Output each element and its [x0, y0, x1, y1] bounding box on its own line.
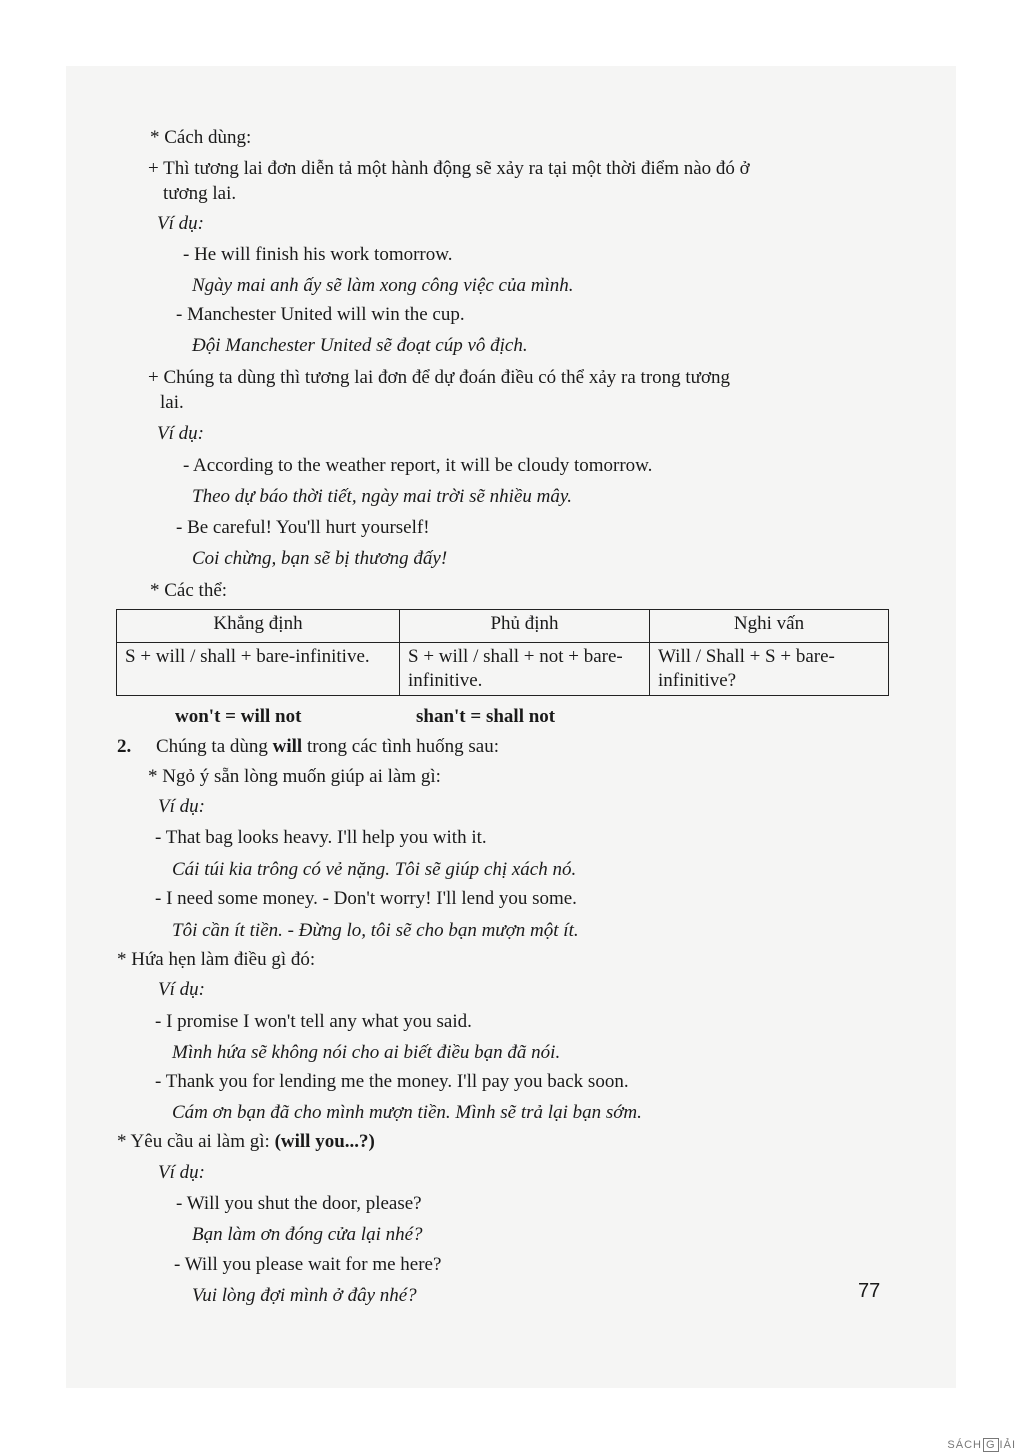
example-translation: Tôi cần ít tiền. - Đừng lo, tôi sẽ cho bạn mượn một ít. — [172, 920, 579, 941]
example-label: Ví dụ: — [158, 979, 205, 1000]
example-sentence: - I promise I won't tell any what you said. — [155, 1011, 472, 1032]
watermark-logo: SÁCH G IẢI — [947, 1439, 1016, 1451]
usage-line-1-cont: tương lai. — [163, 183, 237, 204]
table-cell-negative: S + will / shall + not + bare-infinitive. — [400, 643, 650, 696]
example-sentence: - Will you shut the door, please? — [176, 1193, 422, 1214]
example-translation: Theo dự báo thời tiết, ngày mai trời sẽ nhiều mây. — [192, 486, 572, 507]
contraction-shant: shan't = shall not — [416, 706, 556, 727]
table-cell-interrogative: Will / Shall + S + bare-infinitive? — [650, 643, 889, 696]
case-heading: * Yêu cầu ai làm gì: (will you...?) — [117, 1131, 375, 1152]
example-sentence: - I need some money. - Don't worry! I'll lend you some. — [155, 888, 577, 909]
table-header-interrogative: Nghi vấn — [650, 610, 889, 643]
example-translation: Mình hứa sẽ không nói cho ai biết điều bạn đã nói. — [172, 1042, 561, 1063]
example-translation: Ngày mai anh ấy sẽ làm xong công việc của mình. — [192, 275, 574, 296]
example-sentence: - Manchester United will win the cup. — [176, 304, 465, 325]
case-heading: * Hứa hẹn làm điều gì đó: — [117, 949, 316, 970]
example-sentence: - According to the weather report, it will be cloudy tomorrow. — [183, 455, 653, 476]
section-number: 2. — [117, 736, 132, 757]
forms-heading: * Các thể: — [150, 580, 228, 601]
page-number: 77 — [858, 1280, 881, 1302]
example-sentence: - That bag looks heavy. I'll help you with it. — [155, 827, 487, 848]
table-cell-affirmative: S + will / shall + bare-infinitive. — [117, 643, 400, 696]
example-label: Ví dụ: — [158, 1162, 205, 1183]
case-heading: * Ngỏ ý sẵn lòng muốn giúp ai làm gì: — [148, 766, 441, 787]
usage-heading: * Cách dùng: — [150, 127, 252, 148]
usage-line-2-cont: lai. — [160, 392, 184, 413]
example-label: Ví dụ: — [157, 423, 204, 444]
example-translation: Cám ơn bạn đã cho mình mượn tiền. Mình sẽ trả lại bạn sớm. — [172, 1102, 642, 1123]
example-translation: Đội Manchester United sẽ đoạt cúp vô địch. — [192, 335, 528, 356]
example-sentence: - Will you please wait for me here? — [174, 1254, 442, 1275]
example-sentence: - He will finish his work tomorrow. — [183, 244, 453, 265]
example-label: Ví dụ: — [158, 796, 205, 817]
verb-forms-table — [116, 609, 889, 696]
example-sentence: - Be careful! You'll hurt yourself! — [176, 517, 430, 538]
section-heading: Chúng ta dùng will trong các tình huống sau: — [156, 736, 500, 757]
example-translation: Vui lòng đợi mình ở đây nhé? — [192, 1285, 417, 1306]
usage-line-2: + Chúng ta dùng thì tương lai đơn để dự đoán điều có thể xảy ra trong tương — [148, 367, 731, 388]
table-header-negative: Phủ định — [400, 610, 650, 643]
example-label: Ví dụ: — [157, 213, 204, 234]
example-translation: Cái túi kia trông có vẻ nặng. Tôi sẽ giúp chị xách nó. — [172, 859, 577, 880]
example-sentence: - Thank you for lending me the money. I'll pay you back soon. — [155, 1071, 629, 1092]
example-translation: Bạn làm ơn đóng cửa lại nhé? — [192, 1224, 423, 1245]
usage-line-1: + Thì tương lai đơn diễn tả một hành động sẽ xảy ra tại một thời điểm nào đó ở — [148, 158, 750, 179]
example-translation: Coi chừng, bạn sẽ bị thương đấy! — [192, 548, 448, 569]
contraction-wont: won't = will not — [175, 706, 302, 727]
table-header-affirmative: Khẳng định — [117, 610, 400, 643]
